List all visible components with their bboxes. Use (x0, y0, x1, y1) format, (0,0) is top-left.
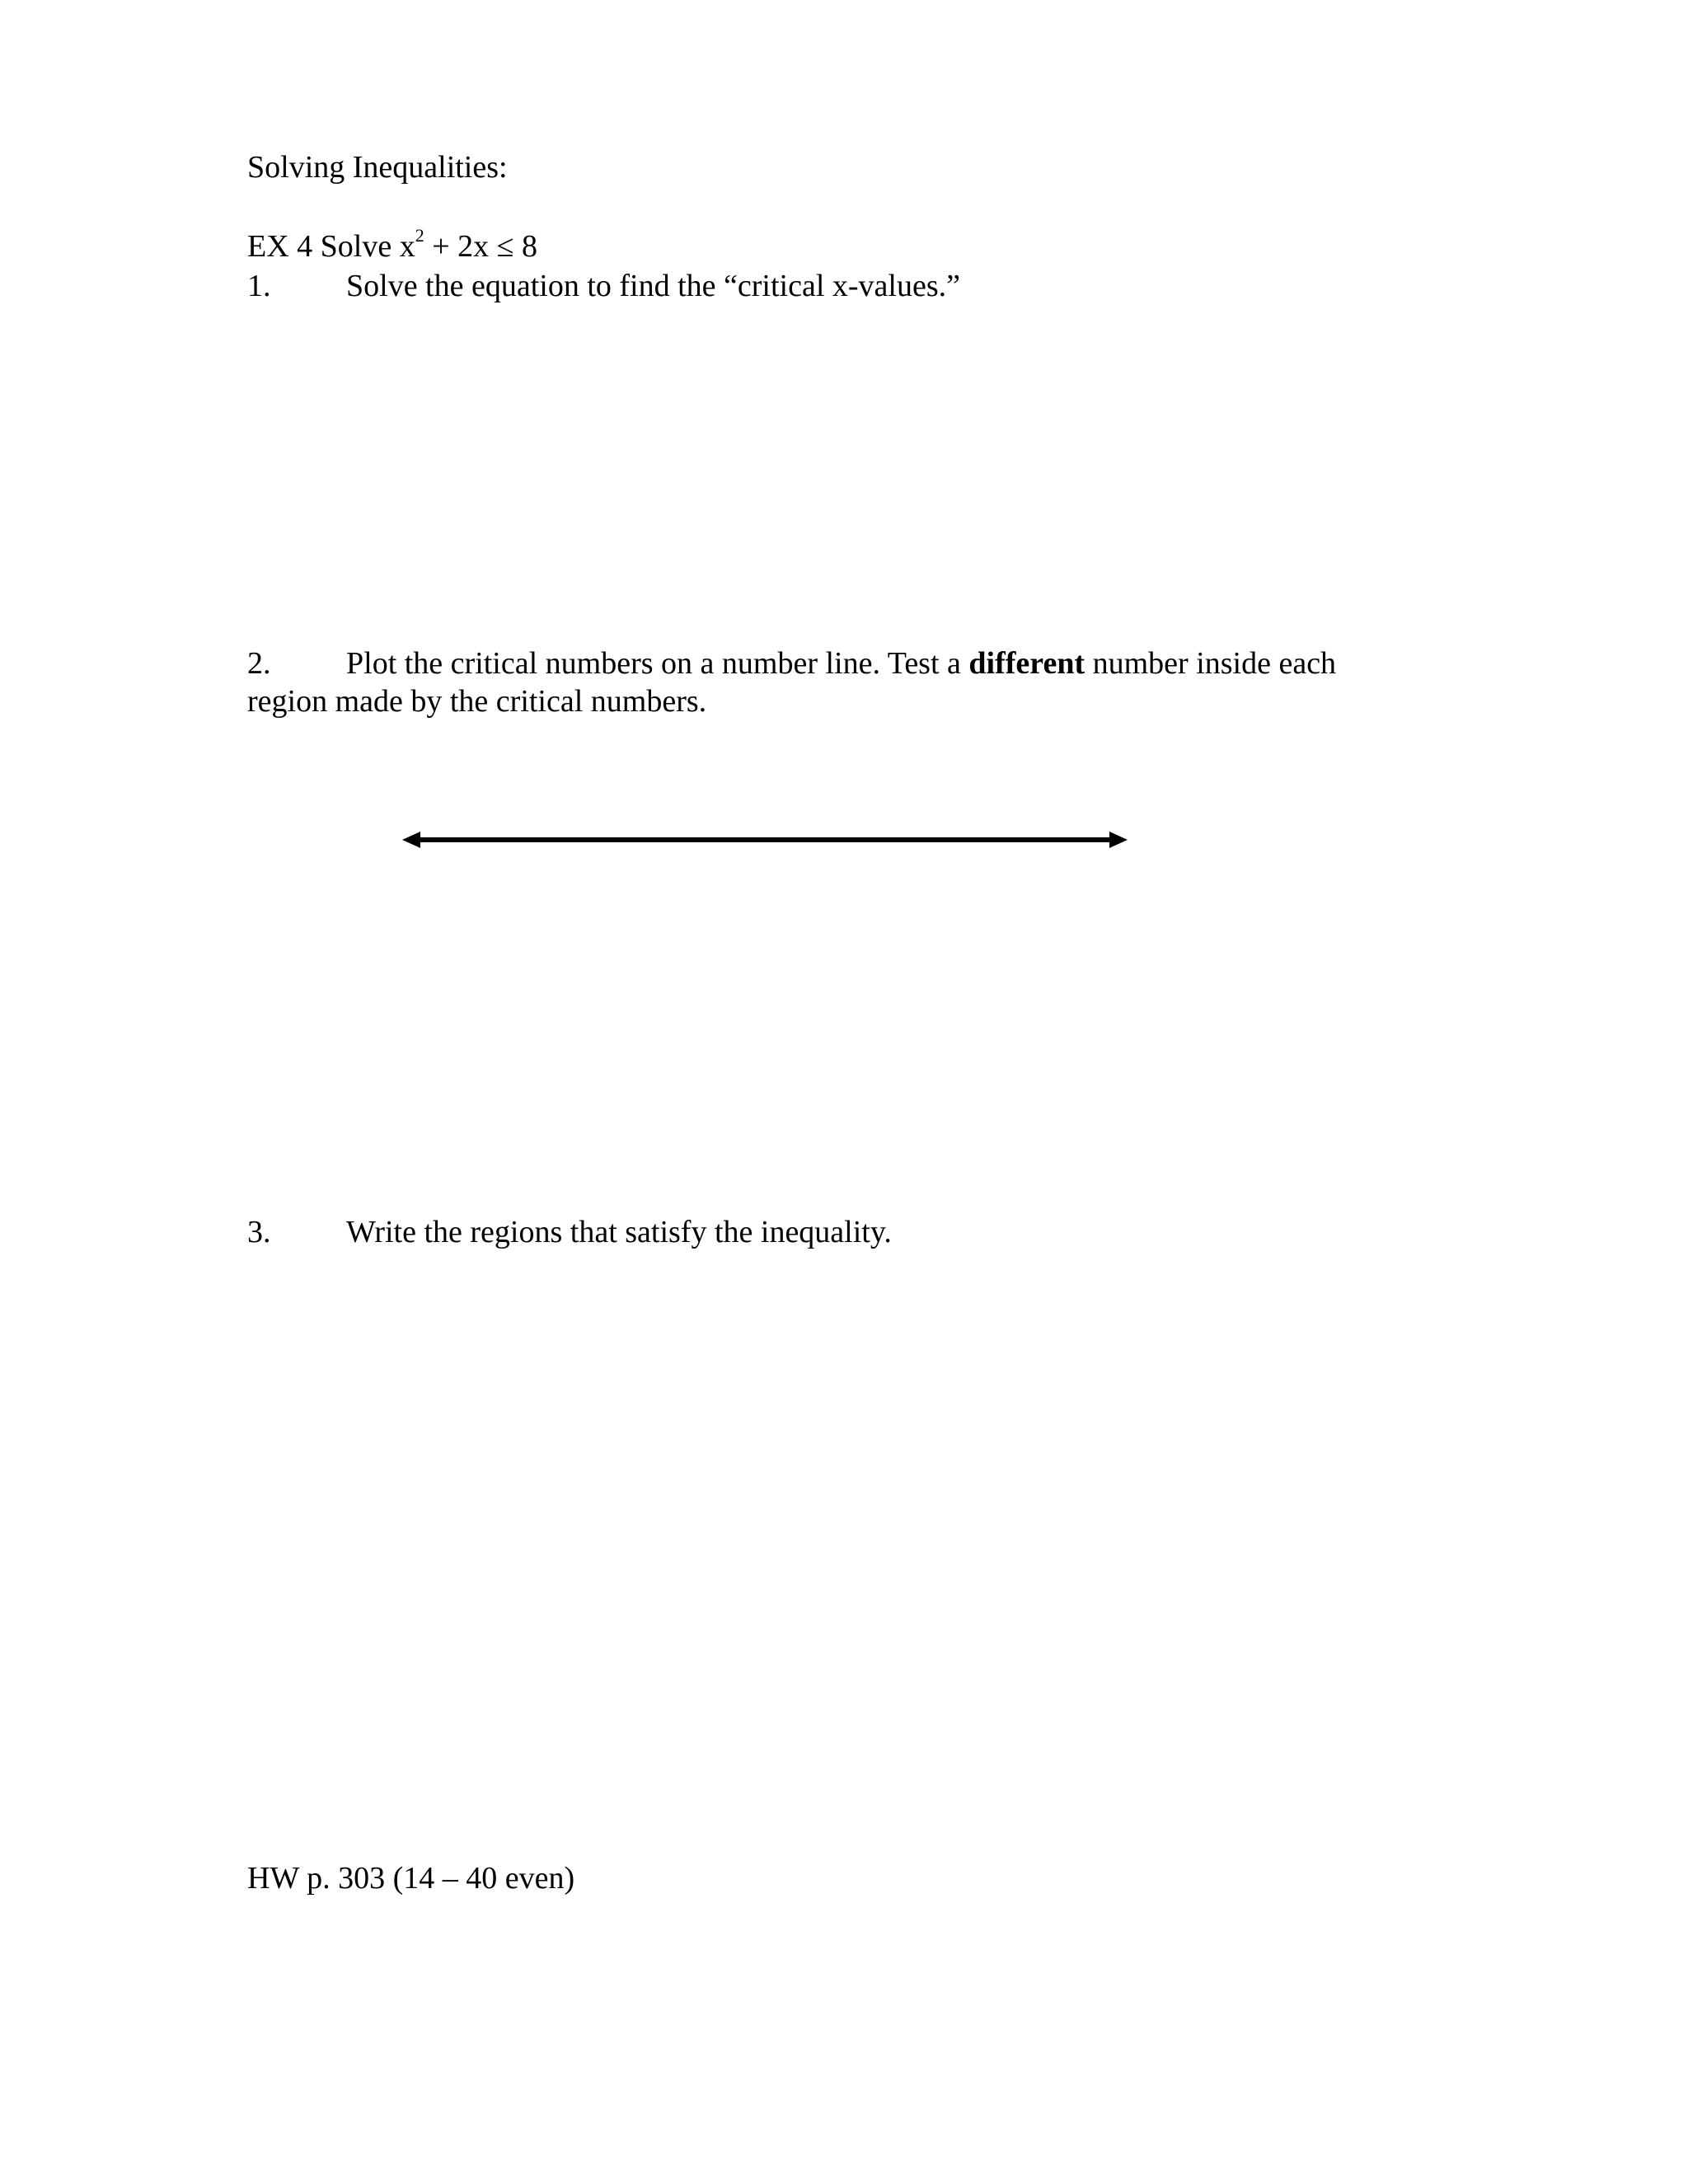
example-inequality: + 2x ≤ 8 (424, 229, 538, 264)
step-2 (247, 644, 1418, 720)
example-label: EX 4 Solve x (247, 229, 415, 264)
step-2-text-continued: number inside each region made by the critical numbers. (247, 646, 1337, 719)
number-line (402, 827, 1128, 852)
step-2-emphasis: different (968, 646, 1085, 681)
page-title: Solving Inequalities: (247, 150, 508, 185)
homework-assignment: HW p. 303 (14 – 40 even) (247, 1861, 575, 1896)
step-2-number: 2. (247, 646, 271, 681)
step-3-text: Write the regions that satisfy the inequality. (346, 1215, 892, 1249)
step-1-text: Solve the equation to find the “critical x-values.” (346, 269, 960, 303)
number-line-left-arrow (402, 832, 420, 848)
step-3-number: 3. (247, 1215, 271, 1249)
example-exponent: 2 (415, 225, 424, 246)
number-line-right-arrow (1109, 832, 1128, 848)
step-1 (247, 267, 960, 305)
step-1-number: 1. (247, 269, 271, 303)
step-2-text: Plot the critical numbers on a number line. Test a (346, 646, 969, 681)
example-problem (247, 227, 537, 265)
step-3 (247, 1213, 892, 1251)
